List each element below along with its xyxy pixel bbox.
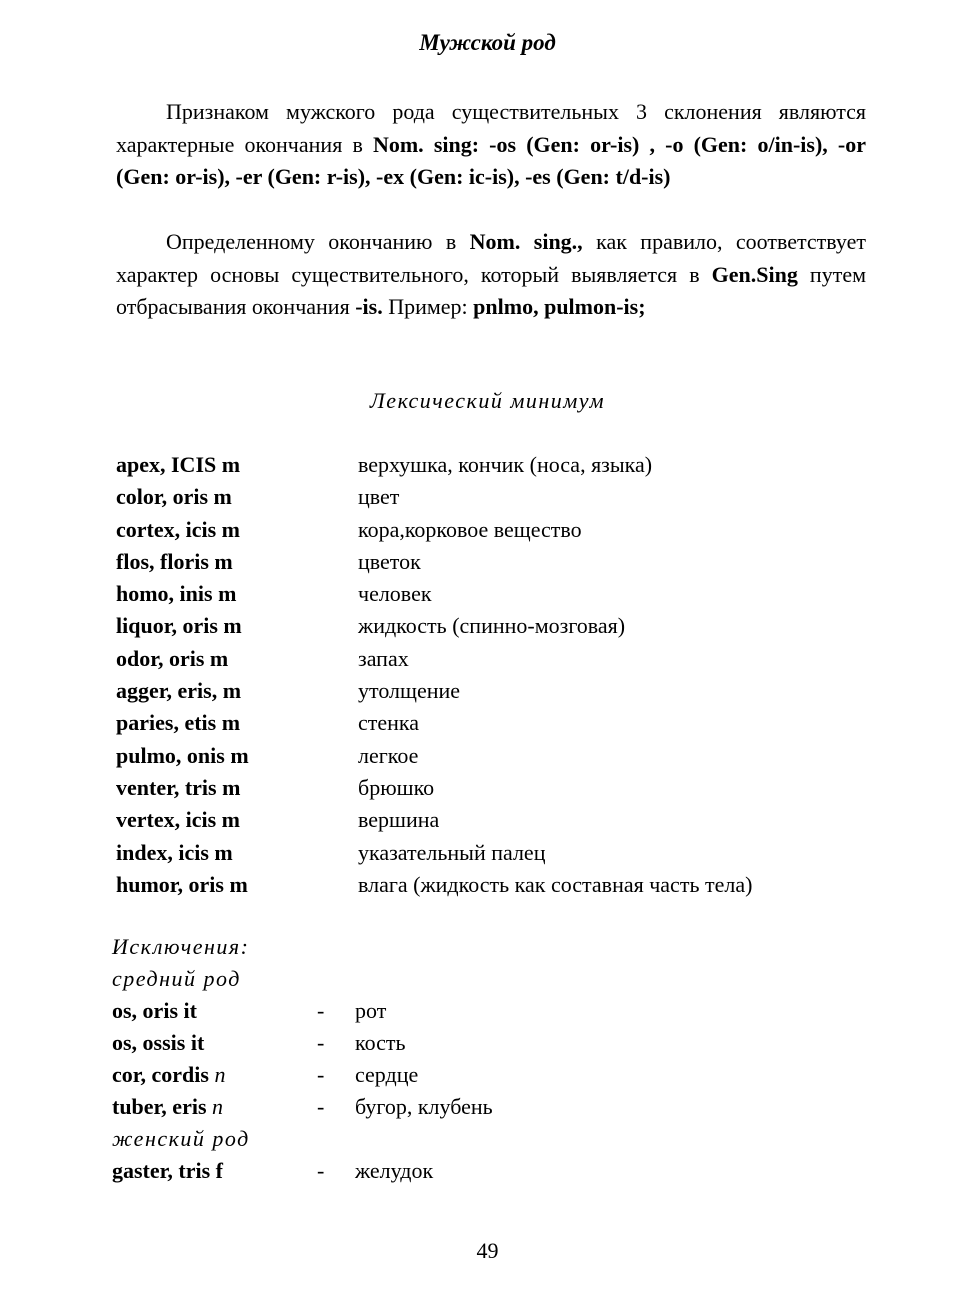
latin-term: pulmo, onis m	[116, 742, 249, 768]
russian-translation: рот	[355, 998, 387, 1023]
vocab-entry	[116, 710, 876, 742]
vocab-entry	[116, 484, 876, 516]
russian-translation: кора,корковое вещество	[358, 516, 582, 542]
russian-translation: кость	[355, 1030, 406, 1055]
section-title: Лексический минимум	[369, 388, 606, 413]
latin-term-text: gaster, tris f	[112, 1158, 223, 1183]
paragraph-run: Nom. sing.,	[469, 229, 583, 254]
vocab-entry	[116, 549, 876, 581]
latin-term: humor, oris m	[116, 871, 248, 897]
gender-mark: n	[212, 1094, 224, 1119]
paragraph-run: как правило, соответствует характер основы существительного, который выявляется в	[116, 229, 866, 287]
latin-term: agger, eris, m	[116, 678, 242, 704]
exception-entry	[112, 1158, 872, 1190]
paragraph-run: -is.	[355, 294, 383, 319]
russian-translation: цветок	[358, 548, 421, 574]
latin-term	[112, 1158, 317, 1184]
vocab-entry	[116, 872, 876, 904]
russian-translation: верхушка, кончик (носа, языка)	[358, 452, 653, 477]
gender-mark: n	[214, 1062, 226, 1087]
russian-translation: легкое	[358, 742, 419, 768]
vocab-entry	[116, 613, 876, 645]
paragraph-run: путем отбрасывания окончания	[116, 261, 867, 319]
latin-term	[112, 1062, 317, 1088]
vocab-entry	[116, 775, 876, 807]
russian-translation: вершина	[358, 807, 440, 833]
vocab-entry	[116, 743, 876, 775]
rule-paragraph	[116, 226, 866, 324]
feminine-heading: женский род	[112, 1126, 250, 1151]
paragraph-run: pnlmo, pulmon-is;	[473, 294, 646, 319]
russian-translation: стенка	[358, 710, 420, 736]
vocab-entry	[116, 452, 876, 484]
latin-term: paries, etis m	[116, 710, 241, 736]
russian-translation: утолщение	[358, 678, 461, 704]
vocab-entry	[116, 840, 876, 872]
russian-translation: жидкость (спинно-мозговая)	[358, 613, 626, 639]
russian-translation: желудок	[355, 1158, 434, 1183]
latin-term: index, icis m	[116, 839, 233, 865]
latin-term-text: os, ossis it	[112, 1030, 205, 1055]
exception-entry	[112, 1030, 872, 1062]
dash-separator: -	[317, 1062, 325, 1087]
exceptions-heading: Исключения:	[112, 934, 250, 959]
exceptions-section	[112, 934, 872, 1190]
russian-translation: запах	[358, 645, 409, 671]
latin-term-text: tuber, eris	[112, 1094, 213, 1119]
russian-translation: сердце	[355, 1062, 419, 1087]
vocab-entry	[116, 581, 876, 613]
latin-term	[112, 1030, 317, 1056]
page-title: Мужской род	[419, 30, 556, 55]
vocab-entry	[116, 646, 876, 678]
vocab-entry	[116, 678, 876, 710]
neuter-heading: средний род	[112, 966, 241, 991]
latin-term	[112, 1094, 317, 1120]
paragraph-run: Gen.Sing	[711, 261, 798, 287]
latin-term-text: os, oris it	[112, 998, 197, 1023]
latin-term: homo, inis m	[116, 581, 237, 607]
russian-translation: указательный палец	[358, 839, 546, 865]
russian-translation: бугор, клубень	[355, 1094, 493, 1119]
vocab-entry	[116, 517, 876, 549]
latin-term: liquor, oris m	[116, 613, 242, 639]
latin-term: cortex, icis m	[116, 516, 240, 542]
vocab-entry	[116, 807, 876, 839]
russian-translation: влага (жидкость как составная часть тела)	[358, 871, 753, 897]
latin-term: color, oris m	[116, 484, 232, 510]
latin-term: flos, floris m	[116, 548, 233, 574]
latin-term-text: cor, cordis	[112, 1062, 215, 1087]
latin-term: apex, ICIS m	[116, 452, 241, 477]
dash-separator: -	[317, 1030, 325, 1055]
dash-separator: -	[317, 1158, 325, 1183]
vocabulary-list	[116, 452, 876, 904]
russian-translation: брюшко	[358, 774, 435, 800]
dash-separator: -	[317, 1094, 325, 1119]
russian-translation: человек	[358, 581, 432, 607]
paragraph-run: Nom. sing: -os (Gen: or-is) , -o (Gen: o/in-is), -or (Gen: or-is), -er (Gen: r-is), -ex (Gen: ic-is), -es (Gen: t/d-is)	[116, 131, 866, 189]
feminine-list	[112, 1158, 872, 1190]
latin-term: odor, oris m	[116, 645, 229, 671]
exception-entry	[112, 1094, 872, 1126]
latin-term: vertex, icis m	[116, 807, 240, 833]
latin-term	[112, 998, 317, 1024]
neuter-list	[112, 998, 872, 1126]
dash-separator: -	[317, 998, 325, 1023]
paragraph-run: Признаком мужского рода существительных 3 склонения являются характерные окончания в	[116, 99, 866, 157]
page-number: 49	[476, 1238, 499, 1263]
exception-entry	[112, 998, 872, 1030]
paragraph-run: Пример:	[382, 294, 474, 319]
paragraph-run: Определенному окончанию в	[166, 229, 470, 254]
latin-term: venter, tris m	[116, 774, 241, 800]
exception-entry	[112, 1062, 872, 1094]
russian-translation: цвет	[358, 484, 400, 510]
intro-paragraph	[116, 96, 866, 194]
